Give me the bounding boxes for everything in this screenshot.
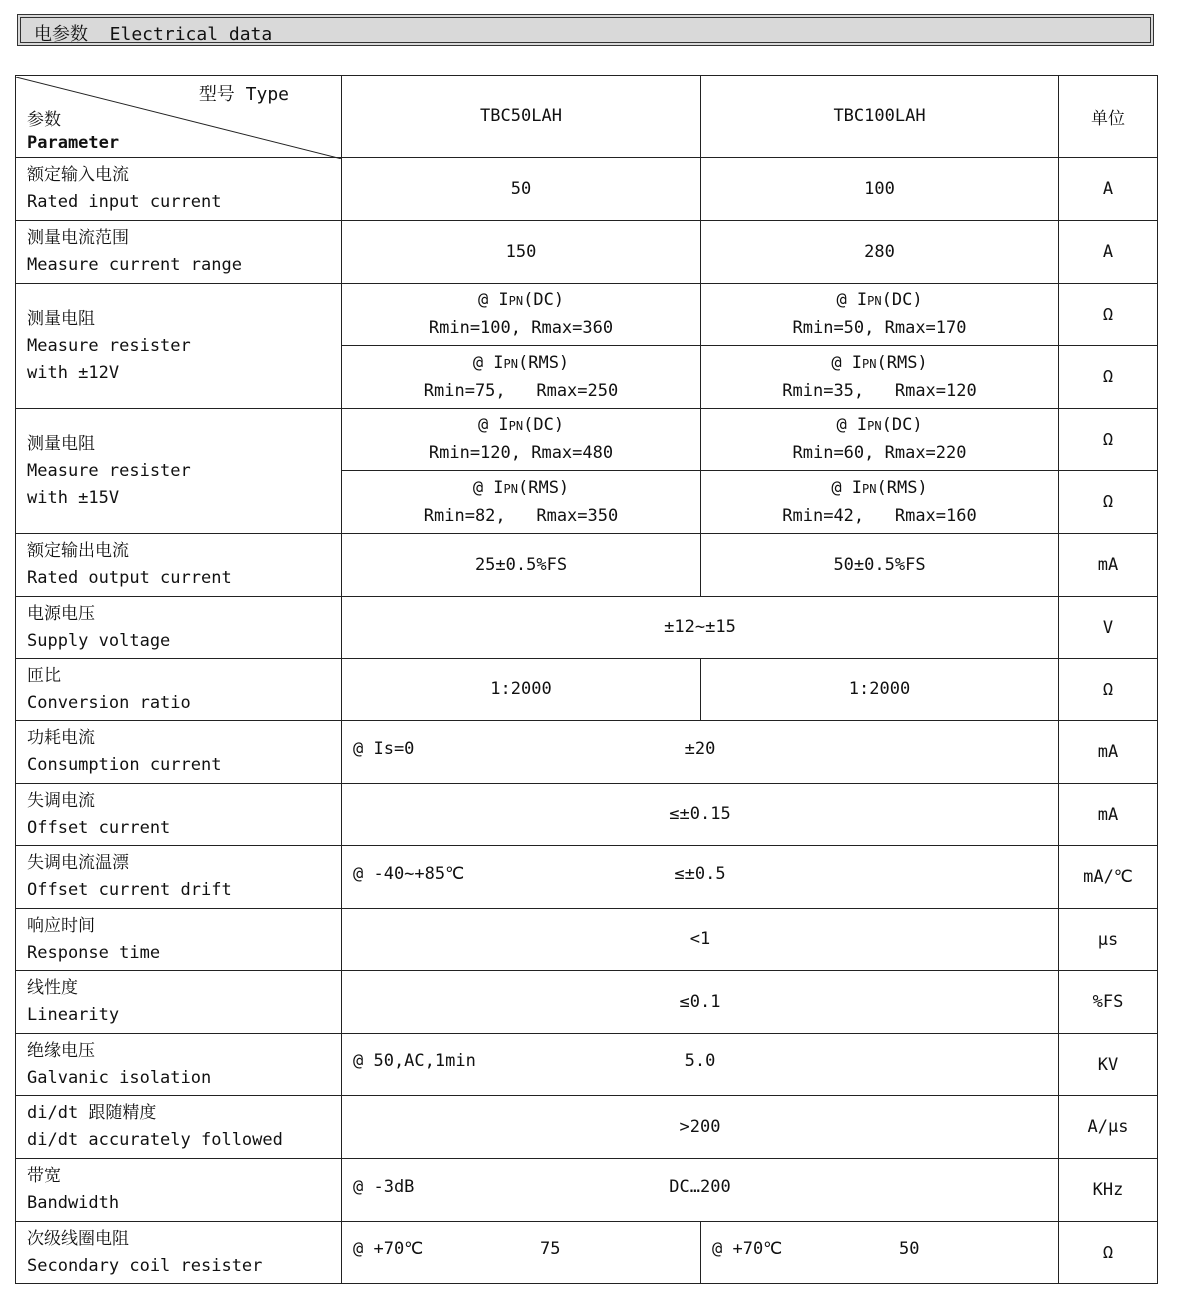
param-cell: 绝缘电压 Galvanic isolation — [16, 1034, 342, 1096]
table-row — [16, 659, 1158, 721]
table-row — [16, 846, 1158, 909]
param-cell: 电源电压 Supply voltage — [16, 597, 342, 659]
section-header — [17, 14, 1154, 46]
param-cell: 线性度 Linearity — [16, 971, 342, 1034]
value-cell: 150 — [342, 221, 701, 284]
value-cell: ±12~±15 — [342, 597, 1059, 659]
unit-cell: Ω — [1059, 346, 1158, 409]
value-cell: >200 — [342, 1096, 1059, 1159]
value-cell: ≤0.1 — [342, 971, 1059, 1034]
model-header-tbc100lah: TBC100LAH — [701, 76, 1059, 158]
value-cell: @ +70℃ 75 — [342, 1222, 701, 1284]
param-label-en: Parameter — [27, 132, 120, 153]
unit-cell: %FS — [1059, 971, 1158, 1034]
value-cell: @ IPN(DC) Rmin=100, Rmax=360 — [342, 284, 701, 346]
value-cell: 100 — [701, 158, 1059, 221]
value-cell: @ IPN(DC) Rmin=120, Rmax=480 — [342, 409, 701, 471]
param-label-cn: 参数 — [27, 109, 61, 130]
table-row — [16, 784, 1158, 846]
param-cell: di/dt 跟随精度 di/dt accurately followed — [16, 1096, 342, 1159]
param-cell: 额定输出电流 Rated output current — [16, 534, 342, 597]
value-cell: @ IPN(RMS) Rmin=75, Rmax=250 — [342, 346, 701, 409]
value-cell: @ IPN(DC) Rmin=60, Rmax=220 — [701, 409, 1059, 471]
unit-cell: KV — [1059, 1034, 1158, 1096]
unit-cell: Ω — [1059, 409, 1158, 471]
table-row — [16, 971, 1158, 1034]
table-row — [16, 597, 1158, 659]
unit-cell: Ω — [1059, 1222, 1158, 1284]
value-cell: @ -3dB DC…200 — [342, 1159, 1059, 1222]
param-cell: 功耗电流 Consumption current — [16, 721, 342, 784]
table-header-row — [16, 76, 1158, 158]
unit-cell: V — [1059, 597, 1158, 659]
table-row — [16, 534, 1158, 597]
value-cell: @ IPN(RMS) Rmin=35, Rmax=120 — [701, 346, 1059, 409]
value-cell: @ IPN(DC) Rmin=50, Rmax=170 — [701, 284, 1059, 346]
value-cell: @ IPN(RMS) Rmin=42, Rmax=160 — [701, 471, 1059, 534]
value-cell: ≤±0.15 — [342, 784, 1059, 846]
value-cell: @ -40~+85℃ ≤±0.5 — [342, 846, 1059, 909]
unit-cell: Ω — [1059, 284, 1158, 346]
table-row — [16, 1034, 1158, 1096]
table-row — [16, 909, 1158, 971]
value-cell: @ IPN(RMS) Rmin=82, Rmax=350 — [342, 471, 701, 534]
param-cell: 额定输入电流 Rated input current — [16, 158, 342, 221]
value-cell: 50±0.5%FS — [701, 534, 1059, 597]
type-label: 型号 Type — [198, 83, 289, 105]
unit-cell: mA — [1059, 534, 1158, 597]
electrical-data-table — [15, 75, 1158, 1284]
unit-cell: Ω — [1059, 471, 1158, 534]
section-title: 电参数 Electrical data — [34, 24, 273, 45]
param-cell: 响应时间 Response time — [16, 909, 342, 971]
param-cell: 测量电流范围 Measure current range — [16, 221, 342, 284]
value-cell: 25±0.5%FS — [342, 534, 701, 597]
param-cell: 匝比 Conversion ratio — [16, 659, 342, 721]
unit-header: 单位 — [1059, 76, 1158, 158]
table-row — [16, 1096, 1158, 1159]
unit-cell: A — [1059, 221, 1158, 284]
value-cell: <1 — [342, 909, 1059, 971]
value-cell: 280 — [701, 221, 1059, 284]
unit-cell: Ω — [1059, 659, 1158, 721]
param-cell: 测量电阻 Measure resister with ±12V — [16, 284, 342, 409]
value-cell: @ Is=0 ±20 — [342, 721, 1059, 784]
unit-cell: A — [1059, 158, 1158, 221]
unit-cell: mA/℃ — [1059, 846, 1158, 909]
diagonal-header-cell — [16, 76, 342, 158]
table-row — [16, 284, 1158, 346]
value-cell: @ 50,AC,1min 5.0 — [342, 1034, 1059, 1096]
unit-cell: KHz — [1059, 1159, 1158, 1222]
param-cell: 失调电流 Offset current — [16, 784, 342, 846]
unit-cell: A/μs — [1059, 1096, 1158, 1159]
unit-cell: μs — [1059, 909, 1158, 971]
table-row — [16, 409, 1158, 471]
table-row — [16, 221, 1158, 284]
table-row — [16, 1222, 1158, 1284]
value-cell: 1:2000 — [701, 659, 1059, 721]
table-row — [16, 158, 1158, 221]
param-cell: 次级线圈电阻 Secondary coil resister — [16, 1222, 342, 1284]
unit-cell: mA — [1059, 784, 1158, 846]
value-cell: 1:2000 — [342, 659, 701, 721]
unit-cell: mA — [1059, 721, 1158, 784]
model-header-tbc50lah: TBC50LAH — [342, 76, 701, 158]
param-cell: 带宽 Bandwidth — [16, 1159, 342, 1222]
table-row — [16, 1159, 1158, 1222]
value-cell: @ +70℃ 50 — [701, 1222, 1059, 1284]
param-cell: 测量电阻 Measure resister with ±15V — [16, 409, 342, 534]
value-cell: 50 — [342, 158, 701, 221]
table-row — [16, 721, 1158, 784]
param-cell: 失调电流温漂 Offset current drift — [16, 846, 342, 909]
